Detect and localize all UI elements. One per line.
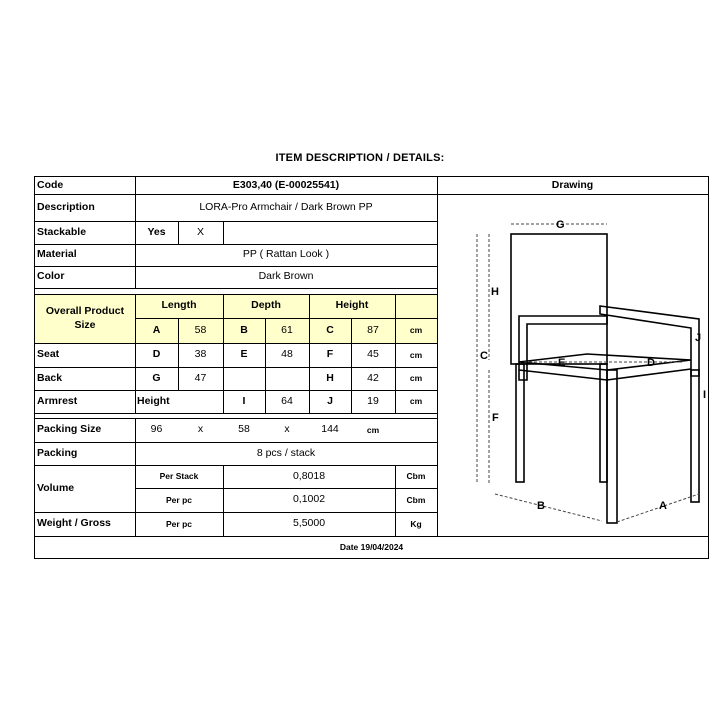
label-g: G xyxy=(556,219,565,231)
length-value: 58 xyxy=(178,318,223,343)
weight-value: 5,5000 xyxy=(292,517,326,530)
height-value: 87 xyxy=(351,318,395,343)
armrest-value-j: 19 xyxy=(367,394,379,407)
code-value: E303,40 (E-00025541) xyxy=(232,178,340,191)
stackable-label: Stackable xyxy=(37,225,87,238)
volume-per-stack-label: Per Stack xyxy=(159,471,199,482)
chair-front-leg-right xyxy=(691,370,699,502)
packing-value: 8 pcs / stack xyxy=(256,446,316,459)
seat-value-e: 48 xyxy=(281,348,293,361)
depth-letter: B xyxy=(223,318,265,343)
date-footer: Date 19/04/2024 xyxy=(339,541,404,552)
label-i: I xyxy=(703,389,707,401)
weight-per-pc-label: Per pc xyxy=(166,518,192,529)
height-letter: C xyxy=(309,318,351,343)
chair-seat-rail xyxy=(519,369,691,380)
armrest-letter-j: J xyxy=(327,394,333,407)
seat-value-f: 45 xyxy=(367,348,379,361)
label-b: B xyxy=(537,500,545,512)
back-label: Back xyxy=(37,371,63,384)
volume-label: Volume xyxy=(37,481,75,494)
volume-per-pc-value: 0,1002 xyxy=(292,493,326,506)
chair-front-leg-left xyxy=(607,370,617,523)
code-label: Code xyxy=(37,178,64,191)
dim-a xyxy=(617,494,699,522)
height-header: Height xyxy=(309,294,395,318)
armrest-label: Armrest xyxy=(37,394,78,407)
volume-per-pc-label: Per pc xyxy=(166,494,192,505)
label-c: C xyxy=(480,350,488,362)
length-header: Length xyxy=(135,294,223,318)
back-letter-g: G xyxy=(152,371,161,384)
material-label: Material xyxy=(37,248,77,261)
overall-unit: cm xyxy=(395,318,437,343)
label-d: D xyxy=(647,357,655,369)
stackable-yes: Yes xyxy=(147,225,166,238)
chair-backrest xyxy=(511,234,607,364)
chair-drawing xyxy=(437,194,709,539)
description-label: Description xyxy=(37,200,95,213)
length-letter: A xyxy=(135,318,178,343)
armrest-height-label: Height xyxy=(137,394,170,407)
overall-unit-header xyxy=(395,294,437,318)
page-title: ITEM DESCRIPTION / DETAILS: xyxy=(275,152,445,164)
back-value-g: 47 xyxy=(194,371,207,384)
armrest-value-i: 64 xyxy=(281,394,293,407)
weight-unit: Kg xyxy=(410,518,422,529)
label-f: F xyxy=(492,412,499,424)
color-label: Color xyxy=(37,270,65,283)
depth-value: 61 xyxy=(265,318,309,343)
chair-arm-left xyxy=(519,316,607,380)
packing-size-x2: x xyxy=(284,423,290,436)
seat-letter-f: F xyxy=(326,348,334,361)
seat-label: Seat xyxy=(37,348,60,361)
back-value-h: 42 xyxy=(367,371,379,384)
seat-letter-e: E xyxy=(240,348,248,361)
volume-per-stack-unit: Cbm xyxy=(406,471,426,482)
depth-header: Depth xyxy=(223,294,309,318)
overall-size-label: Overall Product Size xyxy=(35,294,135,343)
color-value: Dark Brown xyxy=(258,270,314,283)
label-h: H xyxy=(491,286,499,298)
packing-size-label: Packing Size xyxy=(37,423,102,436)
label-j: J xyxy=(695,332,702,344)
back-unit: cm xyxy=(409,373,423,384)
volume-per-stack-value: 0,8018 xyxy=(292,469,326,482)
material-value: PP ( Rattan Look ) xyxy=(242,248,330,261)
armrest-letter-i: I xyxy=(242,394,246,407)
label-a: A xyxy=(659,500,667,512)
packing-label: Packing xyxy=(37,446,78,459)
packing-size-x1: x xyxy=(197,423,204,436)
label-e: E xyxy=(558,357,566,369)
drawing-header: Drawing xyxy=(551,178,594,191)
details-sheet xyxy=(34,176,709,559)
packing-size-unit: cm xyxy=(366,424,380,435)
chair-back-leg-right xyxy=(600,364,607,482)
seat-unit: cm xyxy=(409,349,423,360)
stackable-mark: X xyxy=(196,225,204,238)
chair-back-leg-left xyxy=(516,364,524,482)
packing-size-v1: 96 xyxy=(150,423,163,436)
seat-letter-d: D xyxy=(152,348,161,361)
seat-value-d: 38 xyxy=(194,348,207,361)
packing-size-v3: 144 xyxy=(321,423,339,436)
armrest-unit: cm xyxy=(409,396,423,407)
weight-label: Weight / Gross xyxy=(37,517,111,530)
dim-b xyxy=(495,494,602,521)
volume-per-pc-unit: Cbm xyxy=(406,494,426,505)
back-letter-h: H xyxy=(326,371,334,384)
description-value: LORA-Pro Armchair / Dark Brown PP xyxy=(199,200,373,213)
packing-size-v2: 58 xyxy=(238,423,250,436)
